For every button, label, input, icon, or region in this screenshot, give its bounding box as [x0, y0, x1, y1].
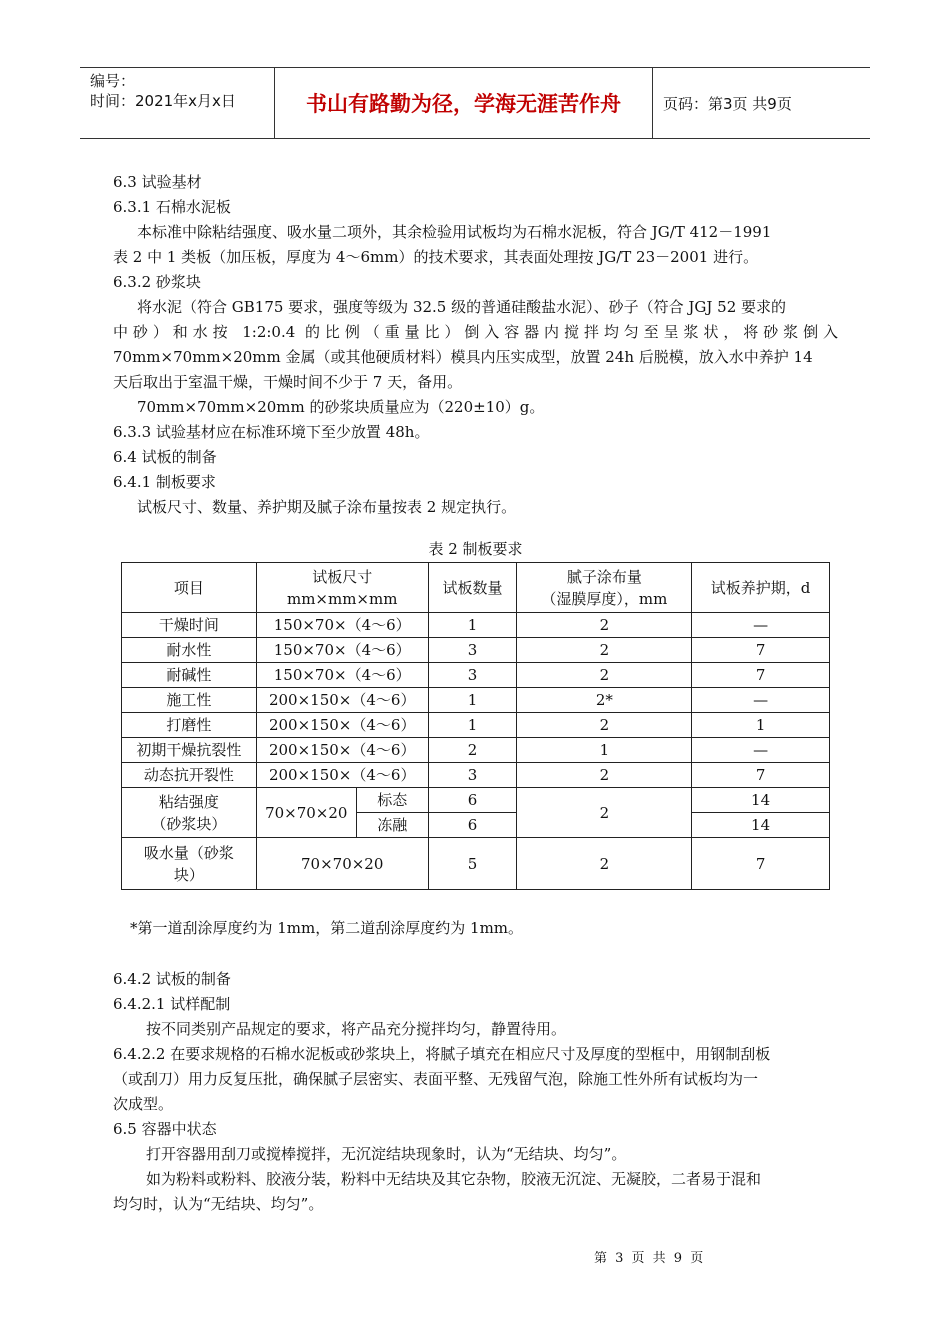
- cell-coat: 2: [517, 613, 692, 638]
- cell-coat: 2: [517, 663, 692, 688]
- cell-cure: 7: [692, 838, 830, 890]
- paragraph-line: 中砂）和水按 1:2:0.4 的比例（重量比）倒入容器内搅拌均匀至呈浆状，将砂浆倒入: [113, 323, 838, 341]
- cell-coat: 2: [517, 638, 692, 663]
- cell-item: 耐水性: [122, 638, 257, 663]
- cell-item-line: （砂浆块）: [151, 814, 227, 833]
- page-header: [80, 67, 870, 139]
- cell-item: 耐碱性: [122, 663, 257, 688]
- header-qty: 试板数量: [428, 563, 517, 613]
- header-coat: [517, 563, 692, 613]
- cell-cure: —: [692, 688, 830, 713]
- table-footnote: *第一道刮涂厚度约为 1mm，第二道刮涂厚度约为 1mm。: [130, 919, 524, 937]
- table-row: [122, 613, 830, 638]
- table-row: [122, 763, 830, 788]
- cell-size: 150×70×（4～6）: [256, 613, 428, 638]
- cell-coat: 2: [517, 713, 692, 738]
- cell-qty: 3: [428, 763, 517, 788]
- paragraph-line: 打开容器用刮刀或搅棒搅拌，无沉淀结块现象时，认为“无结块、均匀”。: [146, 1145, 627, 1163]
- cell-size: 200×150×（4～6）: [256, 738, 428, 763]
- header-meta: [80, 68, 275, 138]
- header-date: 时间：2021年x月x日: [90, 92, 236, 110]
- cell-item: 打磨性: [122, 713, 257, 738]
- paragraph-line: （或刮刀）用力反复压批，确保腻子层密实、表面平整、无残留气泡，除施工性外所有试板均为一: [113, 1070, 759, 1088]
- section-heading: 6.3.2 砂浆块: [113, 273, 201, 291]
- cell-item: 施工性: [122, 688, 257, 713]
- paragraph-line: 次成型。: [113, 1095, 174, 1113]
- cell-item: [122, 788, 257, 838]
- cell-item-line: 粘结强度: [158, 792, 219, 811]
- header-size: [256, 563, 428, 613]
- paragraph-line: 70mm×70mm×20mm 金属（或其他硬质材料）模具内压实成型，放置 24h 后脱模，放入水中养护 14: [113, 348, 813, 366]
- table-row: [122, 713, 830, 738]
- table-row: [122, 663, 830, 688]
- header-cure: 试板养护期，d: [692, 563, 830, 613]
- cell-item: 干燥时间: [122, 613, 257, 638]
- table-caption: 表 2 制板要求: [428, 540, 523, 558]
- cell-qty: 3: [428, 638, 517, 663]
- section-heading: 6.4.2.1 试样配制: [113, 995, 231, 1013]
- cell-qty: 6: [428, 813, 517, 838]
- cell-cure: 14: [692, 813, 830, 838]
- cell-qty: 1: [428, 688, 517, 713]
- cell-coat: 1: [517, 738, 692, 763]
- cell-size: 150×70×（4～6）: [256, 638, 428, 663]
- paragraph-line: 70mm×70mm×20mm 的砂浆块质量应为（220±10）g。: [137, 398, 545, 416]
- section-heading: 6.3 试验基材: [113, 173, 202, 191]
- cell-cure: 7: [692, 663, 830, 688]
- plate-requirements-table: [121, 562, 830, 890]
- cell-item: 初期干燥抗裂性: [122, 738, 257, 763]
- cell-item-line: 吸水量（砂浆: [143, 843, 234, 862]
- cell-qty: 1: [428, 613, 517, 638]
- table-header-row: [122, 563, 830, 613]
- header-size-unit: mm×mm×mm: [286, 589, 398, 608]
- cell-cure: 1: [692, 713, 830, 738]
- cell-coat: 2: [517, 838, 692, 890]
- header-coat-unit: （湿膜厚度），mm: [541, 589, 668, 608]
- cell-qty: 1: [428, 713, 517, 738]
- cell-subcondition: 标态: [356, 788, 428, 813]
- cell-qty: 2: [428, 738, 517, 763]
- paragraph-line: 将水泥（符合 GB175 要求，强度等级为 32.5 级的普通硅酸盐水泥）、砂子（符合 JGJ 52 要求的: [137, 298, 787, 316]
- cell-subcondition: 冻融: [356, 813, 428, 838]
- page-footer: 第 3 页 共 9 页: [594, 1251, 706, 1266]
- cell-cure: —: [692, 613, 830, 638]
- header-item: 项目: [122, 563, 257, 613]
- paragraph-line: 表 2 中 1 类板（加压板，厚度为 4～6mm）的技术要求，其表面处理按 JG/T 23－2001 进行。: [113, 248, 759, 266]
- section-heading: 6.4.1 制板要求: [113, 473, 216, 491]
- table-row: [122, 638, 830, 663]
- section-heading: 6.3.1 石棉水泥板: [113, 198, 231, 216]
- table-row: [122, 788, 830, 813]
- paragraph-line: 6.4.2.2 在要求规格的石棉水泥板或砂浆块上，将腻子填充在相应尺寸及厚度的型框中，用钢制刮板: [113, 1045, 771, 1063]
- cell-cure: 7: [692, 763, 830, 788]
- section-heading: 6.3.3 试验基材应在标准环境下至少放置 48h。: [113, 423, 430, 441]
- cell-size: 70×70×20: [256, 788, 356, 838]
- table-row: [122, 738, 830, 763]
- cell-cure: 7: [692, 638, 830, 663]
- header-number-label: 编号：: [90, 72, 136, 90]
- paragraph-line: 按不同类别产品规定的要求，将产品充分搅拌均匀，静置待用。: [146, 1020, 567, 1038]
- paragraph-line: 天后取出于室温干燥，干燥时间不少于 7 天，备用。: [113, 373, 463, 391]
- document-body: [113, 170, 838, 1217]
- header-page-info: 页码：第3页 共9页: [663, 94, 792, 113]
- header-size-label: 试板尺寸: [312, 567, 373, 586]
- cell-qty: 3: [428, 663, 517, 688]
- cell-coat: 2: [517, 788, 692, 838]
- cell-size: 150×70×（4～6）: [256, 663, 428, 688]
- cell-qty: 6: [428, 788, 517, 813]
- table-row: [122, 688, 830, 713]
- cell-qty: 5: [428, 838, 517, 890]
- cell-item-line: 块）: [173, 865, 204, 884]
- cell-coat: 2*: [517, 688, 692, 713]
- section-heading: 6.5 容器中状态: [113, 1120, 217, 1138]
- cell-size: 200×150×（4～6）: [256, 763, 428, 788]
- cell-coat: 2: [517, 763, 692, 788]
- cell-cure: 14: [692, 788, 830, 813]
- cell-item: 动态抗开裂性: [122, 763, 257, 788]
- cell-size: 200×150×（4～6）: [256, 688, 428, 713]
- paragraph-line: 如为粉料或粉料、胶液分装，粉料中无结块及其它杂物，胶液无沉淀、无凝胶，二者易于混和: [146, 1170, 762, 1188]
- cell-cure: —: [692, 738, 830, 763]
- section-heading: 6.4 试板的制备: [113, 448, 217, 466]
- cell-size: 70×70×20: [256, 838, 428, 890]
- paragraph-line: 均匀时，认为“无结块、均匀”。: [113, 1195, 324, 1213]
- paragraph-line: 试板尺寸、数量、养护期及腻子涂布量按表 2 规定执行。: [137, 498, 517, 516]
- header-motto: 书山有路勤为径，学海无涯苦作舟: [275, 68, 653, 138]
- cell-size: 200×150×（4～6）: [256, 713, 428, 738]
- cell-item: [122, 838, 257, 890]
- paragraph-line: 本标准中除粘结强度、吸水量二项外，其余检验用试板均为石棉水泥板，符合 JG/T 412－1991: [137, 223, 772, 241]
- section-heading: 6.4.2 试板的制备: [113, 970, 231, 988]
- table-row: [122, 838, 830, 890]
- header-coat-label: 腻子涂布量: [566, 567, 642, 586]
